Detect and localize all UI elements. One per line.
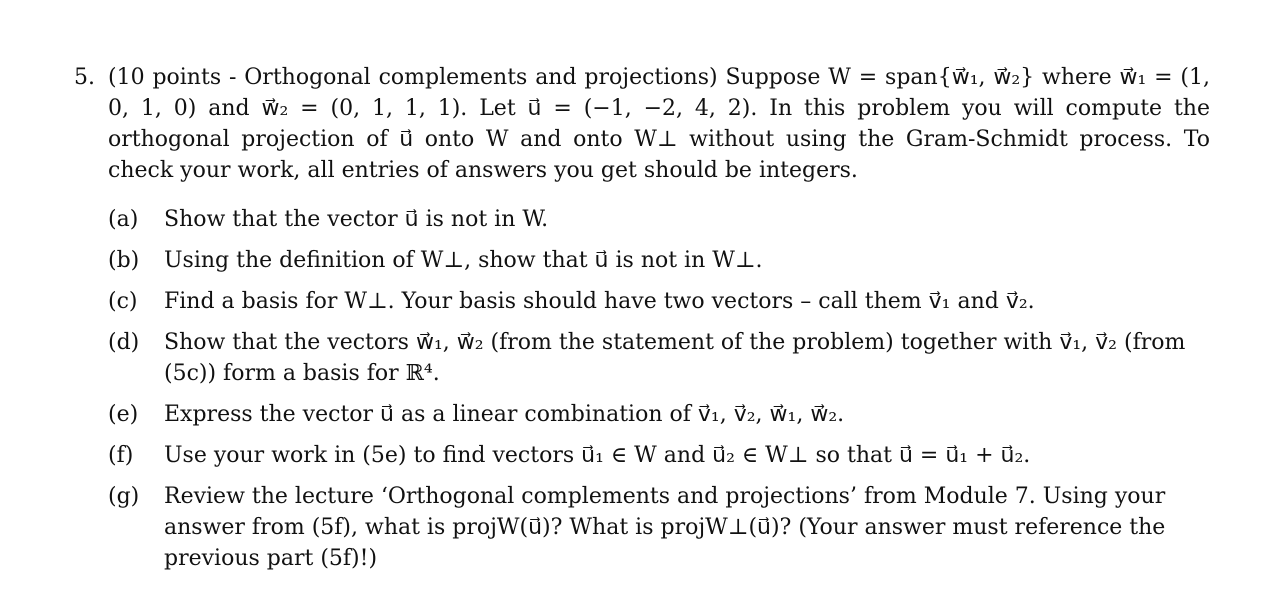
problem-number: 5.: [74, 65, 95, 90]
problem-parts: [108, 204, 1210, 574]
part-e: [108, 399, 1210, 430]
problem-intro: [74, 62, 1210, 186]
part-d: [108, 327, 1210, 389]
part-b: [108, 245, 1210, 276]
part-text: Review the lecture ‘Orthogonal complements and projections’ from Module 7. Using your answer from (5f), what is projW(u⃗)? What is projW⊥(u⃗)? (Your answer must reference the previous part (5f)!): [164, 484, 1166, 571]
part-label: (c): [108, 289, 138, 314]
problem-block: [74, 62, 1210, 580]
part-text: Show that the vectors w⃗₁, w⃗₂ (from the statement of the problem) together with v⃗₁, v⃗₂ (from (5c)) form a basis for ℝ⁴.: [164, 330, 1186, 386]
part-label: (g): [108, 484, 140, 509]
part-text: Show that the vector u⃗ is not in W.: [164, 207, 549, 232]
part-a: [108, 204, 1210, 235]
part-label: (e): [108, 402, 139, 427]
part-text: Express the vector u⃗ as a linear combination of v⃗₁, v⃗₂, w⃗₁, w⃗₂.: [164, 402, 845, 427]
part-label: (b): [108, 248, 140, 273]
part-c: [108, 286, 1210, 317]
problem-intro-text: (10 points - Orthogonal complements and projections) Suppose W = span{w⃗₁, w⃗₂} where w⃗₁ = (1, 0, 1, 0) and w⃗₂ = (0, 1, 1, 1). Let u⃗ = (−1, −2, 4, 2). In this problem you will compute the orthogonal projection of u⃗ onto W and onto W⊥ without using the Gram-Schmidt process. To check your work, all entries of answers you get should be integers.: [108, 65, 1210, 183]
part-label: (f): [108, 443, 134, 468]
part-label: (a): [108, 207, 139, 232]
part-label: (d): [108, 330, 140, 355]
part-text: Find a basis for W⊥. Your basis should have two vectors – call them v⃗₁ and v⃗₂.: [164, 289, 1035, 314]
part-f: [108, 440, 1210, 471]
part-g: [108, 481, 1210, 574]
part-text: Use your work in (5e) to find vectors u⃗₁ ∈ W and u⃗₂ ∈ W⊥ so that u⃗ = u⃗₁ + u⃗₂.: [164, 443, 1031, 468]
part-text: Using the definition of W⊥, show that u⃗ is not in W⊥.: [164, 248, 763, 273]
